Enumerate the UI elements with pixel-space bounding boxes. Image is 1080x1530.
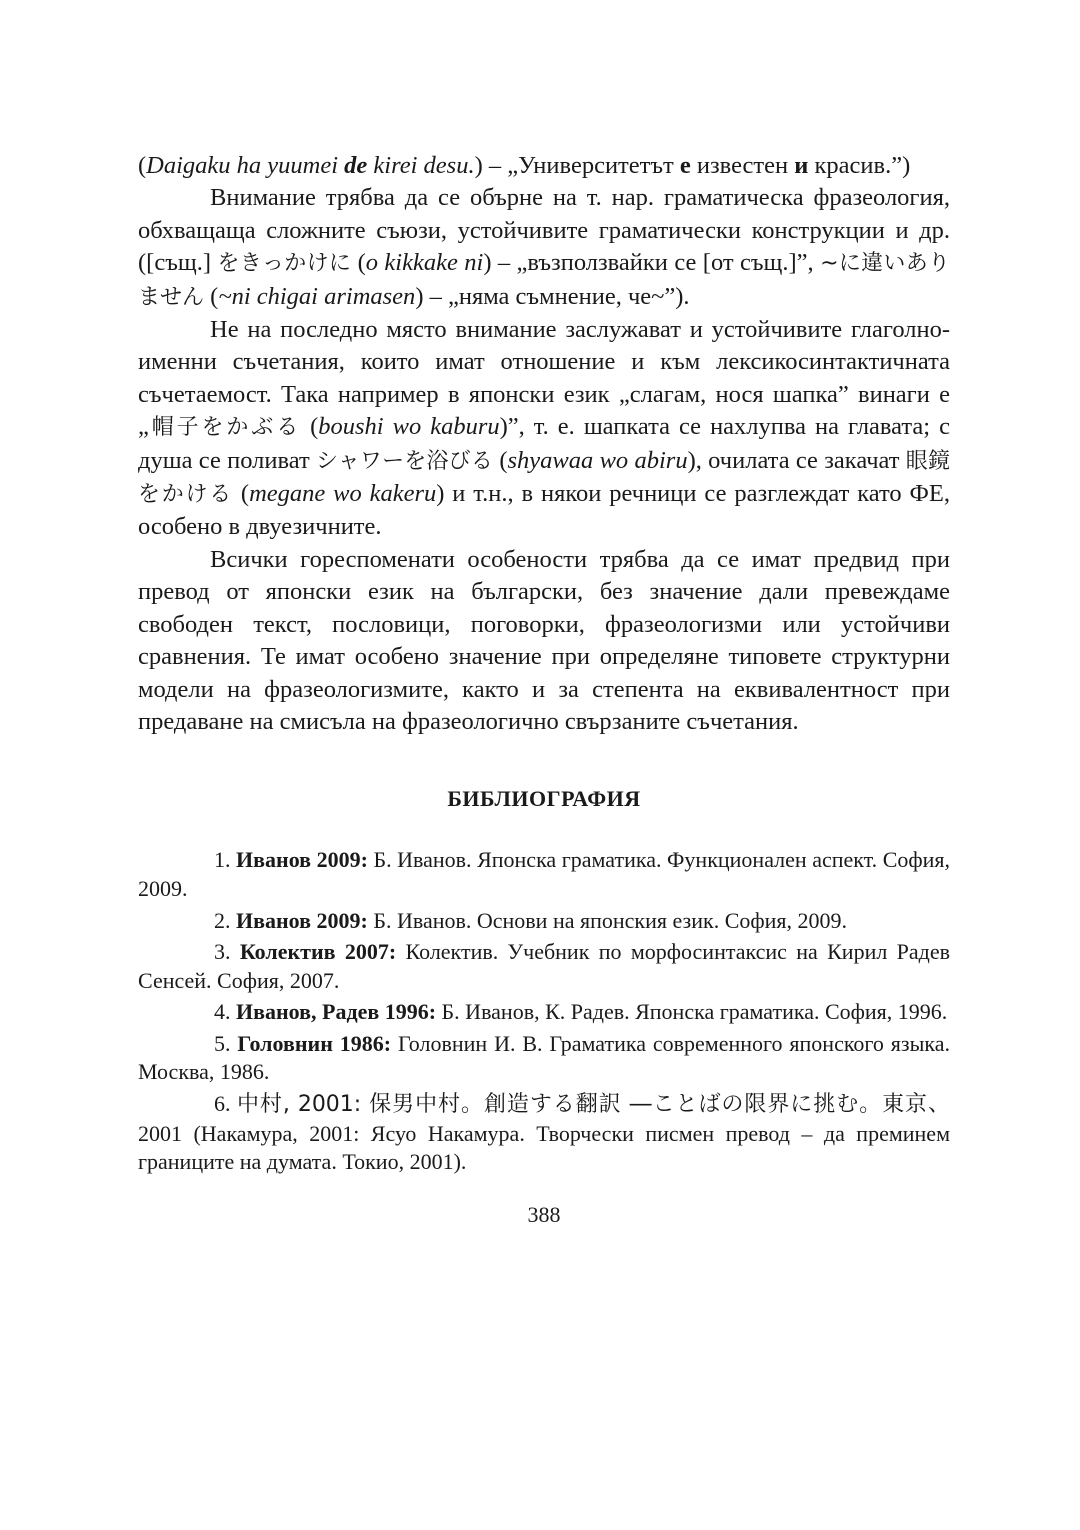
japanese-text: 中村, 2001: — [236, 1092, 370, 1118]
bibliography-heading: БИБЛИОГРАФИЯ — [447, 786, 641, 812]
japanese-text: ~に違いありません — [138, 251, 950, 310]
japanese-text: 帽子をかぶる — [148, 415, 302, 441]
bibliography-entry: 6. 中村, 2001: 保男中村。創造する翻訳 ―ことばの限界に挑む。東京、2001 (Накамура, 2001: Ясуо Накамура. Творчески писмен превод – да преминем границите на думата. Токио, 2001). — [138, 1091, 951, 1175]
japanese-text: をきっかけに — [217, 251, 352, 277]
romaji-text: shyawaa wo abiru — [507, 446, 688, 474]
paragraph-continuation: (Daigaku ha yuumei de kirei desu.) – „Университетът е известен и красив.”) — [138, 152, 911, 179]
romaji-text: o kikkake ni — [365, 249, 484, 277]
japanese-text: シャワーを浴びる — [316, 448, 494, 474]
bibliography-entry: 4. Иванов, Радев 1996: Б. Иванов, К. Радев. Японска граматика. София, 1996. — [214, 999, 948, 1025]
japanese-text: 保男中村。創造する翻訳 ―ことばの限界に挑む。東京、 — [369, 1092, 951, 1118]
romaji-text: Daigaku ha yuumei de kirei desu. — [146, 152, 475, 179]
bibliography-entry: 5. Головнин 1986: Головнин И. В. Граматика современного японского языка. Москва, 1986. — [138, 1030, 950, 1085]
bibliography-entry: 2. Иванов 2009: Б. Иванов. Основи на японския език. София, 2009. — [214, 907, 848, 933]
bibliography-entry: 3. Колектив 2007: Колектив. Учебник по морфосинтаксис на Кирил Радев Сенсей. София, 2007. — [138, 939, 950, 993]
romaji-text: ~ni chigai arimasen — [218, 282, 416, 310]
bibliography-entry: 1. Иванов 2009: Б. Иванов. Японска граматика. Функционален аспект. София, 2009. — [138, 847, 951, 901]
document-page — [138, 150, 951, 1227]
paragraph-verb-noun-combinations: Не на последно място внимание заслужават и устойчивите глаголно-именни съчетания, които имат отношение и към лексикосинтактичната съчетаемост. Така например в японски език „слагам, нося шапка” винаги е „帽子をかぶる (boushi wo kaburu)”, т. е. шапката се нахлупва на главата; с душа се поливат シャワーを浴びる (shyawaa wo abiru), очилата се закачат 眼鏡をかける (megane wo kakeru) и т.н., в някои речници се разглеждат като ФЕ, особено в двуезичните. — [138, 316, 950, 541]
romaji-text: megane wo kakeru — [249, 480, 437, 508]
page-number: 388 — [527, 1202, 561, 1227]
romaji-text: boushi wo kaburu — [318, 413, 500, 441]
paragraph-conclusion: Всички гореспоменати особености трябва да се имат предвид при превод от японски език на български, без значение дали превеждаме свободен текст, пословици, поговорки, фразеологизми или устойчиви сравнения. Те имат особено значение при определяне типовете структурни модели на фразеологизмите, както и за степента на еквивалентност при предаване на смисъла на фразеологично свързаните съчетания. — [138, 545, 950, 735]
paragraph-grammatical-phraseology: Внимание трябва да се обърне на т. нар. граматическа фразеология, обхващаща сложните съюзи, устойчивите граматически конструкции и др. ([същ.] をきっかけに (o kikkake ni) – „възползвайки се [от същ.]”, ~に違いありません (~ni chigai arimasen) – „няма съмнение, че~”). — [138, 184, 950, 310]
japanese-text: 眼鏡をかける — [138, 448, 950, 508]
